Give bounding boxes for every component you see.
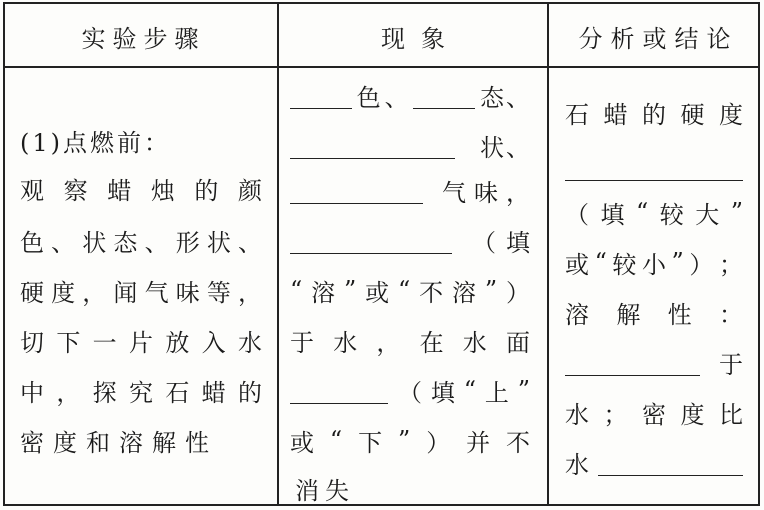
shape-label: 状 、: [480, 133, 530, 162]
water-surface-text: 于 水 ， 在 水 面: [290, 328, 530, 357]
steps-line-3: 色 、 状 态 、 形 状 、: [20, 228, 262, 257]
header-row-divider: [3, 66, 760, 68]
steps-line-6: 中 ， 探 究 石 蜡 的: [20, 378, 262, 407]
phenomena-line-7: [290, 370, 530, 410]
phenomena-line-2: [290, 125, 530, 165]
steps-line-2: 观 察 蜡 烛 的 颜: [20, 176, 262, 205]
position-options: 或 “ 下 ” ） 并 不: [290, 426, 530, 457]
conclusion-line-8: [565, 442, 743, 482]
solubility-label: 溶 解 性 ：: [565, 300, 743, 329]
phenomena-line-4: [290, 220, 530, 260]
answer-blank: [290, 81, 352, 109]
solubility-options: “ 溶 ” 或 “ 不 溶 ” ）: [290, 276, 530, 307]
phenomena-ending: 消失: [295, 476, 355, 505]
density-label: 水 ； 密 度 比: [565, 400, 743, 429]
answer-blank: [413, 81, 475, 109]
column-divider-2: [547, 2, 549, 506]
position-hint: （ 填 “ 上 ”: [398, 376, 530, 407]
solubility-hint: （ 填: [472, 228, 530, 257]
answer-blank: [290, 176, 423, 204]
conclusion-line-2: [565, 147, 743, 187]
steps-line-4: 硬 度 ， 闻 气 味 等 ，: [20, 278, 262, 307]
answer-blank: [290, 131, 455, 159]
steps-line-5: 切 下 一 片 放 入 水: [20, 328, 262, 357]
answer-blank: [598, 448, 743, 476]
answer-blank: [565, 153, 743, 181]
smell-label: 气 味 ，: [442, 178, 530, 207]
header-phenomena: 现象: [381, 24, 461, 53]
answer-blank: [290, 226, 452, 254]
color-label: 色 、: [356, 83, 409, 112]
answer-blank: [565, 348, 700, 376]
phenomena-line-1: [290, 75, 530, 115]
conclusion-line-6: [565, 342, 743, 382]
header-experiment-steps: 实验步骤: [81, 24, 206, 53]
steps-line-7: 密度和溶解性: [20, 428, 218, 457]
density-prefix: 水: [565, 450, 589, 479]
state-label: 态 、: [479, 83, 530, 112]
hardness-hint: （ 填 “ 较 大 ”: [565, 198, 743, 229]
phenomena-line-3: [290, 170, 530, 210]
solubility-suffix: 于: [719, 350, 743, 379]
column-divider-1: [277, 2, 279, 506]
hardness-options: 或 “ 较 小 ” ） ；: [565, 248, 743, 279]
answer-blank: [290, 376, 388, 404]
header-analysis-conclusion: 分析或结论: [578, 24, 739, 53]
steps-line-1: (1)点燃前：: [20, 128, 171, 157]
hardness-label: 石 蜡 的 硬 度: [565, 100, 743, 129]
